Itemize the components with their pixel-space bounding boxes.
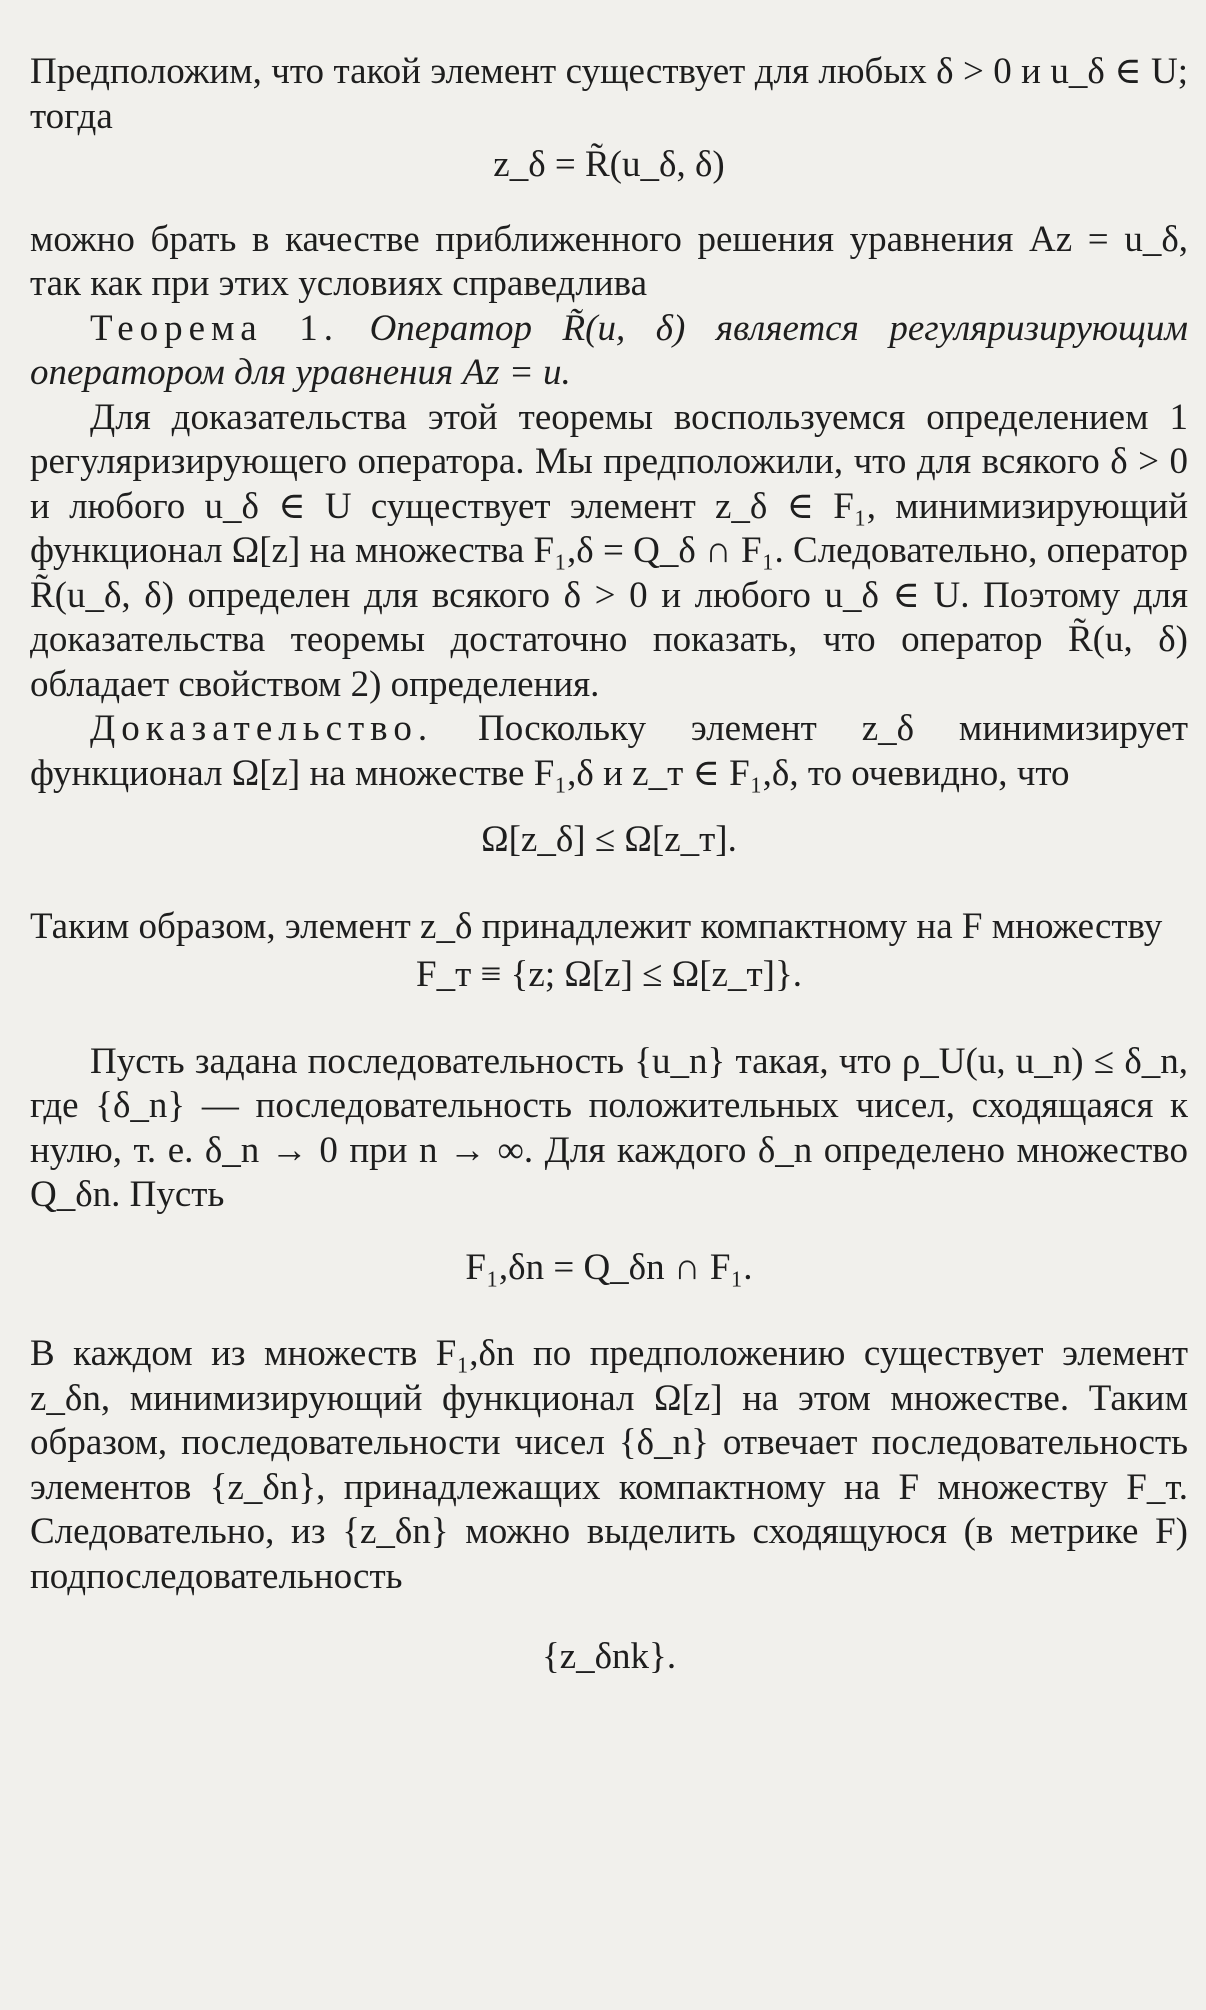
paragraph-6: Пусть задана последовательность {u_n} такая, что ρ_U(u, u_n) ≤ δ_n, где {δ_n} — последовательность положительных чисел, сходящаяся к нулю, т. е. δ_n → 0 при n → ∞. Для каждого δ_n определено множество Q_δn. Пусть bbox=[30, 1040, 1188, 1215]
formula-functional-inequality: Ω[z_δ] ≤ Ω[z_т]. bbox=[481, 819, 737, 860]
paragraph-7: В каждом из множеств F₁,δn по предположению существует элемент z_δn, минимизирующий функционал Ω[z] на этом множестве. Таким образом, последовательности чисел {δ_n} отвечает последовательность элементов {z_δn}, принадлежащих компактному на F множеству F_т. Следовательно, из {z_δn} можно выделить сходящуюся (в метрике F) подпоследовательность bbox=[30, 1333, 1188, 1597]
proof-label: Доказательство. bbox=[90, 708, 434, 749]
paragraph-2: можно брать в качестве приближенного решения уравнения Az = u_δ, так как при этих условиях справедлива bbox=[30, 218, 1188, 304]
formula-regularized-solution: z_δ = R̃(u_δ, δ) bbox=[493, 144, 725, 185]
theorem-label: Теорема 1. bbox=[90, 307, 339, 349]
proof-paragraph bbox=[30, 707, 1188, 796]
formula-compact-set: F_т ≡ {z; Ω[z] ≤ Ω[z_т]}. bbox=[416, 954, 802, 995]
theorem-statement: Оператор R̃(u, δ) является регуляризирующим оператором для уравнения Az = u. bbox=[30, 307, 1189, 393]
theorem-1 bbox=[30, 307, 1188, 396]
paragraph-3: Для доказательства этой теоремы воспользуемся определением 1 регуляризирующего оператора. Мы предположили, что для всякого δ > 0 и любого u_δ ∈ U существует элемент z_δ ∈ F₁, минимизирующий функционал Ω[z] на множества F₁,δ = Q_δ ∩ F₁. Следовательно, оператор R̃(u_δ, δ) определен для всякого δ > 0 и любого u_δ ∈ U. Поэтому для доказательства теоремы достаточно показать, что оператор R̃(u, δ) обладает свойством 2) определения. bbox=[30, 396, 1188, 705]
paragraph-5: Таким образом, элемент z_δ принадлежит компактному на F множеству bbox=[30, 905, 1163, 947]
paragraph-1: Предположим, что такой элемент существует для любых δ > 0 и u_δ ∈ U; тогда bbox=[30, 51, 1188, 137]
formula-set-intersection: F₁,δn = Q_δn ∩ F₁. bbox=[465, 1246, 753, 1288]
proof-text: Поскольку элемент z_δ минимизирует функционал Ω[z] на множестве F₁,δ и z_т ∈ F₁,δ, то очевидно, что bbox=[30, 708, 1188, 794]
formula-subsequence: {z_δnk}. bbox=[541, 1636, 677, 1677]
